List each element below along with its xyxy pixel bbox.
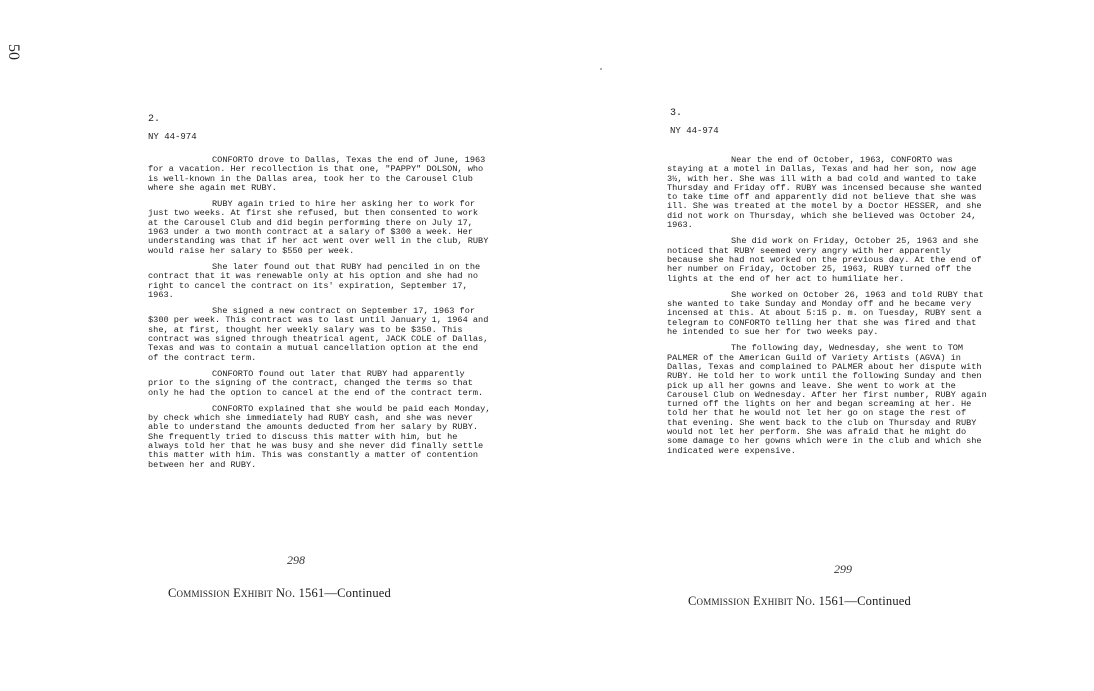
right-page	[547, 0, 1094, 691]
exhibit-caption-suffix: —Continued	[324, 586, 391, 600]
margin-page-number: 50	[5, 44, 22, 60]
paragraph: RUBY again tried to hire her asking her to work for just two weeks. At first she refused, but then consented to work at the Carousel Club and did begin performing there on July 17, 1963 under a two month contract at a salary of $300 a week. Her understanding was that if her act went over well in the club, RUBY would raise her salary to $550 per week.	[148, 199, 489, 256]
document-body	[148, 156, 493, 477]
paragraph: She worked on October 26, 1963 and told RUBY that she wanted to take Sunday and Monday off and he became very incensed at this. At about 5:15 p. m. on Tuesday, RUBY sent a telegram to CONFORTO telling her that she was fired and that he intended to sue her for two weeks pay.	[667, 289, 984, 338]
exhibit-caption	[688, 594, 911, 609]
file-number: NY 44-974	[148, 132, 197, 142]
paragraph: CONFORTO explained that she would be paid each Monday, by check which she immediately had RUBY cash, and she was never able to understand the amounts deducted from her salary by RUBY. She frequently tried to discuss this matter with him, but he always told her that he was busy and she never did finally settle this matter with him. This was constantly a matter of contention between her and RUBY.	[148, 403, 491, 470]
exhibit-caption-suffix: —Continued	[844, 594, 911, 608]
handwritten-page-number: 298	[287, 553, 305, 567]
exhibit-caption-title: Commission Exhibit No. 1561	[688, 594, 845, 608]
paragraph: She later found out that RUBY had penciled in on the contract that it was renewable only at his option and she had no right to cancel the contract on its' expiration, September 17, 1963.	[148, 261, 481, 300]
page-number-label: 2.	[148, 114, 161, 125]
paragraph: CONFORTO drove to Dallas, Texas the end of June, 1963 for a vacation. Her recollection is that one, "PAPPY" DOLSON, who is well-known in the Dallas area, took her to the Carousel Club where she again met RUBY.	[148, 155, 486, 193]
paragraph: She signed a new contract on September 17, 1963 for $300 per week. This contract was to last until January 1, 1964 and she, at first, thought her weekly salary was to be $350. This contract was signed through theatrical agent, JACK COLE of Dallas, Texas and was to contain a mutual cancellation option at the end of the contract term.	[148, 306, 489, 363]
handwritten-page-number: 299	[834, 562, 852, 576]
paragraph: CONFORTO found out later that RUBY had apparently prior to the signing of the contract, changed the terms so that only he had the option to cancel at the end of the contract term.	[148, 368, 484, 398]
page-number-label: 3.	[670, 108, 683, 119]
paragraph: She did work on Friday, October 25, 1963 and she noticed that RUBY seemed very angry with her apparently because she had not worked on the previous day. At the end of her number on Friday, October 25, 1963, RUBY turned off the lights at the end of her act to humiliate her.	[667, 236, 982, 284]
paragraph: Near the end of October, 1963, CONFORTO was staying at a motel in Dallas, Texas and had her son, now age 3½, with her. She was ill with a bad cold and wanted to take Thursday and Friday off. RUBY was incensed because she wanted to take time off and apparently did not believe that she was ill. She was treated at the motel by a Doctor HESSER, and she did not work on Thursday, which she believed was October 24, 1963.	[667, 155, 982, 231]
file-number: NY 44-974	[670, 126, 719, 136]
scan-speck	[600, 68, 602, 70]
document-body	[667, 156, 989, 463]
exhibit-caption-title: Commission Exhibit No. 1561	[168, 586, 325, 600]
paragraph: The following day, Wednesday, she went to TOM PALMER of the American Guild of Variety Artists (AGVA) in Dallas, Texas and complained to PALMER about her dispute with RUBY. He told her to work until the following Sunday and then pick up all her gowns and leave. She went to work at the Carousel Club on Wednesday. After her first number, RUBY again turned off the lights on her and began screaming at her. He told her that he would not let her go on stage the rest of that evening. She went back to the club on Thursday and RUBY would not let her perform. She was afraid that he might do some damage to her gowns which were in the club and which she indicated were expensive.	[667, 343, 987, 456]
exhibit-caption	[168, 586, 391, 601]
